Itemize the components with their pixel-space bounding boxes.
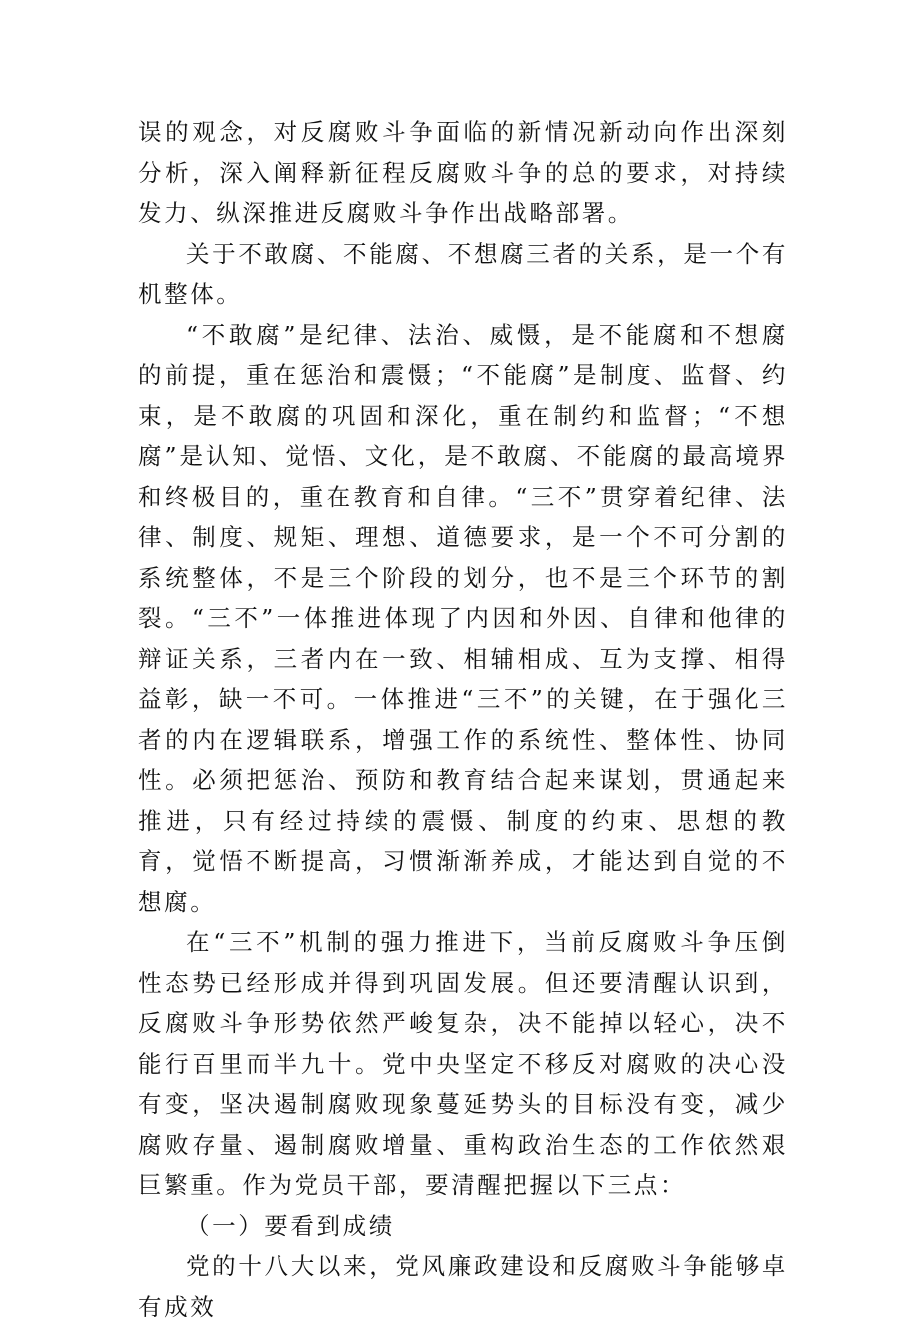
paragraph-three-no-relation: 关于不敢腐、不能腐、不想腐三者的关系，是一个有机整体。 — [138, 239, 788, 308]
document-body — [138, 112, 788, 1327]
paragraph-continuation: 误的观念，对反腐败斗争面临的新情况新动向作出深刻分析，深入阐释新征程反腐败斗争的总的要求，对持续发力、纵深推进反腐败斗争作出战略部署。 — [138, 118, 788, 227]
paragraph-three-no-explanation: “不敢腐”是纪律、法治、威慑，是不能腐和不想腐的前提，重在惩治和震慑；“不能腐”是制度、监督、约束，是不敢腐的巩固和深化，重在制约和监督；“不想腐”是认知、觉悟、文化，是不敢腐、不能腐的最高境界和终极目的，重在教育和自律。“三不”贯穿着纪律、法律、制度、规矩、理想、道德要求，是一个不可分割的系统整体，不是三个阶段的划分，也不是三个环节的割裂。“三不”一体推进体现了内因和外因、自律和他律的辩证关系，三者内在一致、相辅相成、互为支撑、相得益彰，缺一不可。一体推进“三不”的关键，在于强化三者的内在逻辑联系，增强工作的系统性、整体性、协同性。必须把惩治、预防和教育结合起来谋划，贯通起来推进，只有经过持续的震慑、制度的约束、思想的教育，觉悟不断提高，习惯渐渐养成，才能达到自觉的不想腐。 — [138, 320, 788, 916]
paragraph-since-18th-congress: 党的十八大以来，党风廉政建设和反腐败斗争能够卓有成效 — [138, 1252, 788, 1321]
section-heading-achievements: （一）要看到成绩 — [186, 1211, 395, 1240]
paragraph-current-situation: 在“三不”机制的强力推进下，当前反腐败斗争压倒性态势已经形成并得到巩固发展。但还要清醒认识到，反腐败斗争形势依然严峻复杂，决不能掉以轻心，决不能行百里而半九十。党中央坚定不移反对腐败的决心没有变，坚决遏制腐败现象蔓延势头的目标没有变，减少腐败存量、遏制腐败增量、重构政治生态的工作依然艰巨繁重。作为党员干部，要清醒把握以下三点： — [138, 928, 788, 1199]
